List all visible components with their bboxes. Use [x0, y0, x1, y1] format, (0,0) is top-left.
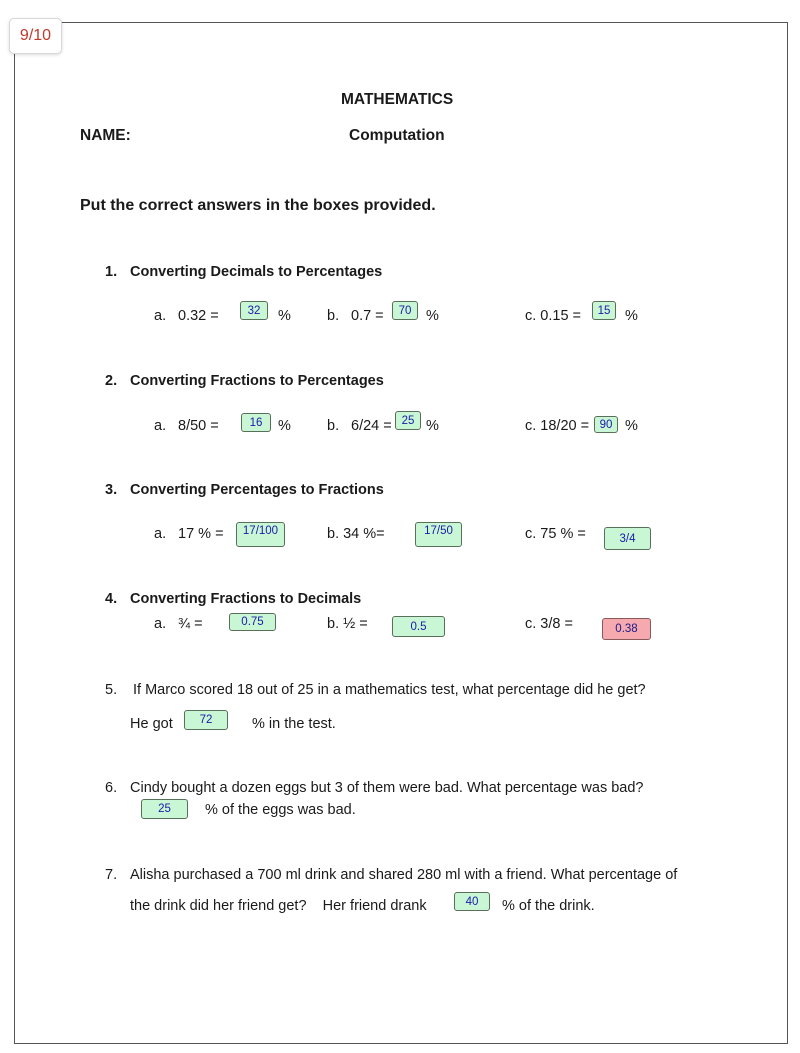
q1a-label: a.	[154, 308, 167, 324]
q2c-answer-box[interactable]: 90	[594, 416, 618, 433]
name-label: NAME:	[80, 127, 131, 144]
q3c-answer-box[interactable]: 3/4	[604, 527, 651, 550]
q7-question: Alisha purchased a 700 ml drink and shared 280 ml with a friend. What percentage of	[130, 867, 678, 883]
q3a-label: a.	[154, 526, 167, 542]
q1-number: 1.	[105, 264, 118, 280]
topic-title: Computation	[349, 127, 445, 144]
q2c-unit: %	[625, 418, 638, 434]
q1c-unit: %	[625, 308, 638, 324]
q3-number: 3.	[105, 482, 118, 498]
q2a-prompt: 8/50 =	[178, 418, 219, 434]
q1a-unit: %	[278, 308, 291, 324]
q2-number: 2.	[105, 373, 118, 389]
q2b-answer-box[interactable]: 25	[395, 411, 421, 430]
q4a-answer-box[interactable]: 0.75	[229, 613, 276, 631]
q2c-prompt: c. 18/20 =	[525, 418, 590, 434]
q1c-answer-box[interactable]: 15	[592, 301, 616, 320]
q1b-unit: %	[426, 308, 439, 324]
q6-question: Cindy bought a dozen eggs but 3 of them were bad. What percentage was bad?	[130, 780, 644, 796]
score-badge: 9/10	[9, 18, 62, 54]
q6-number: 6.	[105, 780, 118, 796]
q4c-answer-box[interactable]: 0.38	[602, 618, 651, 640]
q4b-prompt: b. ½ =	[327, 616, 368, 632]
q5-pre-text: He got	[130, 716, 173, 732]
q5-question: If Marco scored 18 out of 25 in a mathematics test, what percentage did he get?	[133, 682, 646, 698]
q7-number: 7.	[105, 867, 118, 883]
q7-answer-box[interactable]: 40	[454, 892, 490, 911]
q1c-prompt: c. 0.15 =	[525, 308, 582, 324]
q4b-answer-box[interactable]: 0.5	[392, 616, 445, 637]
worksheet-page	[14, 22, 788, 1044]
q1-heading: Converting Decimals to Percentages	[130, 264, 383, 280]
q2a-answer-box[interactable]: 16	[241, 413, 271, 432]
q3a-prompt: 17 % =	[178, 526, 224, 542]
q1a-prompt: 0.32 =	[178, 308, 219, 324]
q1b-label: b.	[327, 308, 340, 324]
q4c-prompt: c. 3/8 =	[525, 616, 573, 632]
q2b-unit: %	[426, 418, 439, 434]
q1b-prompt: 0.7 =	[351, 308, 384, 324]
subject-title: MATHEMATICS	[341, 91, 454, 108]
q2-heading: Converting Fractions to Percentages	[130, 373, 384, 389]
q3b-prompt: b. 34 %=	[327, 526, 385, 542]
q3b-answer-box[interactable]: 17/50	[415, 522, 462, 547]
q2b-prompt: 6/24 =	[351, 418, 392, 434]
q4-number: 4.	[105, 591, 118, 607]
q4-heading: Converting Fractions to Decimals	[130, 591, 362, 607]
instruction: Put the correct answers in the boxes provided.	[80, 197, 436, 214]
q5-post-text: % in the test.	[252, 716, 336, 732]
q1a-answer-box[interactable]: 32	[240, 301, 268, 320]
q3c-prompt: c. 75 % =	[525, 526, 586, 542]
q2a-label: a.	[154, 418, 167, 434]
q3-heading: Converting Percentages to Fractions	[130, 482, 384, 498]
q6-post-text: % of the eggs was bad.	[205, 802, 356, 818]
q1b-answer-box[interactable]: 70	[392, 301, 418, 320]
q3a-answer-box[interactable]: 17/100	[236, 522, 285, 547]
q6-answer-box[interactable]: 25	[141, 799, 188, 819]
q4a-prompt: ¾ =	[178, 616, 203, 632]
q5-answer-box[interactable]: 72	[184, 710, 228, 730]
q5-number: 5.	[105, 682, 118, 698]
q2a-unit: %	[278, 418, 291, 434]
q7-post-text: % of the drink.	[502, 898, 595, 914]
q7-line2: the drink did her friend get? Her friend drank	[130, 898, 427, 914]
q2b-label: b.	[327, 418, 340, 434]
q4a-label: a.	[154, 616, 167, 632]
